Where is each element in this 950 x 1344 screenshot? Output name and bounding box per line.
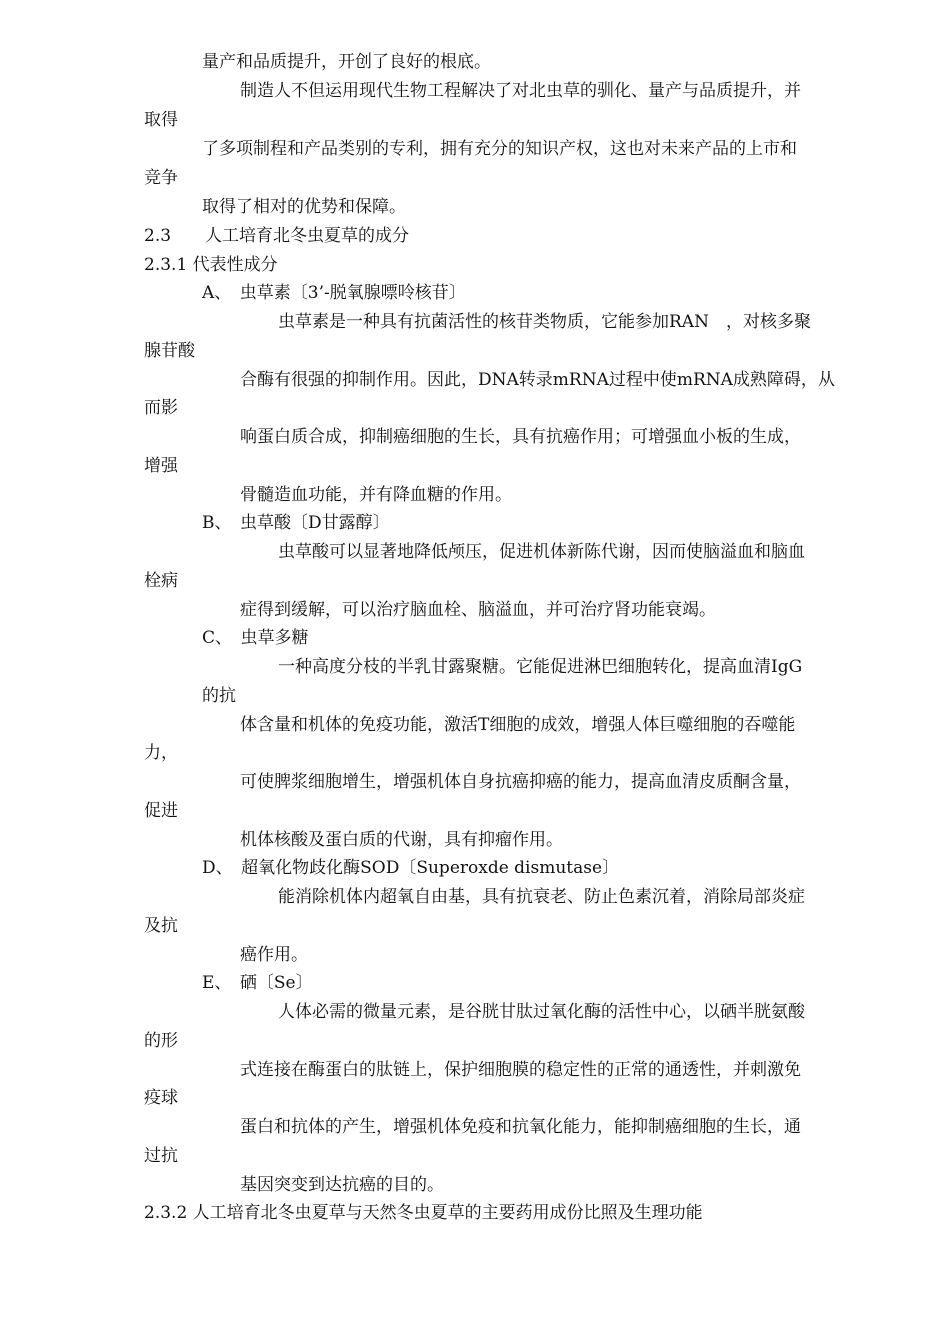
text-line: 蛋白和抗体的产生，增强机体免疫和抗氧化能力，能抑制癌细胞的生长，通 <box>240 1117 801 1137</box>
text-line: 能消除机体内超氧自由基，具有抗衰老、防止色素沉着，消除局部炎症 <box>278 887 805 907</box>
text-line: 制造人不但运用现代生物工程解决了对北虫草的驯化、量产与品质提升，并 <box>240 81 801 101</box>
item-heading: D、 超氧化物歧化酶SOD〔Superoxde dismutase〕 <box>202 858 620 878</box>
item-heading: C、 虫草多糖 <box>202 628 309 648</box>
text-line: 力， <box>144 743 178 763</box>
text-line: 虫草素是一种具有抗菌活性的核苷类物质，它能参加RAN ，对核多聚 <box>278 312 811 332</box>
text-line: 疫球 <box>144 1088 178 1108</box>
text-line: 取得 <box>144 110 178 130</box>
text-line: 竞争 <box>144 168 178 188</box>
text-line: 腺苷酸 <box>144 341 195 361</box>
text-line: 人体必需的微量元素，是谷胱甘肽过氧化酶的活性中心，以硒半胱氨酸 <box>278 1002 805 1022</box>
text-line: 的形 <box>144 1031 178 1051</box>
text-line: 式连接在酶蛋白的肽链上，保护细胞膜的稳定性的正常的通透性，并刺激免 <box>240 1060 801 1080</box>
text-line: 而影 <box>144 398 178 418</box>
text-line: 基因突变到达抗癌的目的。 <box>240 1175 444 1195</box>
text-line: 量产和品质提升，开创了良好的根底。 <box>202 52 491 72</box>
text-line: 可使脾浆细胞增生，增强机体自身抗癌抑癌的能力，提高血清皮质酮含量， <box>240 772 801 792</box>
text-line: 症得到缓解，可以治疗脑血栓、脑溢血，并可治疗肾功能衰竭。 <box>240 600 716 620</box>
text-line: 响蛋白质合成，抑制癌细胞的生长，具有抗癌作用；可增强血小板的生成， <box>240 427 801 447</box>
item-heading: E、 硒〔Se〕 <box>202 973 313 993</box>
text-line: 一种高度分枝的半乳甘露聚糖。它能促进淋巴细胞转化，提高血清IgG <box>278 657 803 677</box>
section-heading: 2.3 人工培育北冬虫夏草的成分 <box>144 226 410 246</box>
text-line: 促进 <box>144 801 178 821</box>
text-line: 增强 <box>144 456 178 476</box>
item-heading: A、 虫草素〔3’-脱氧腺嘌呤核苷〕 <box>202 283 466 303</box>
text-line: 体含量和机体的免疫功能，激活T细胞的成效，增强人体巨噬细胞的吞噬能 <box>240 715 796 735</box>
text-line: 机体核酸及蛋白质的代谢，具有抑瘤作用。 <box>240 830 563 850</box>
subsection-heading: 2.3.1 代表性成分 <box>144 255 278 275</box>
item-heading: B、 虫草酸〔D甘露醇〕 <box>202 513 390 533</box>
text-line: 了多项制程和产品类别的专利，拥有充分的知识产权，这也对未来产品的上市和 <box>202 139 797 159</box>
subsection-heading: 2.3.2 人工培育北冬虫夏草与天然冬虫夏草的主要药用成份比照及生理功能 <box>144 1203 703 1223</box>
text-line: 虫草酸可以显著地降低颅压，促进机体新陈代谢，因而使脑溢血和脑血 <box>278 542 805 562</box>
text-line: 的抗 <box>202 686 236 706</box>
text-line: 合酶有很强的抑制作用。因此，DNA转录mRNA过程中使mRNA成熟障碍，从 <box>240 370 835 390</box>
text-line: 过抗 <box>144 1146 178 1166</box>
text-line: 及抗 <box>144 916 178 936</box>
text-line: 栓病 <box>144 571 178 591</box>
text-line: 骨髓造血功能，并有降血糖的作用。 <box>240 485 512 505</box>
text-line: 癌作用。 <box>240 945 308 965</box>
text-line: 取得了相对的优势和保障。 <box>202 197 406 217</box>
